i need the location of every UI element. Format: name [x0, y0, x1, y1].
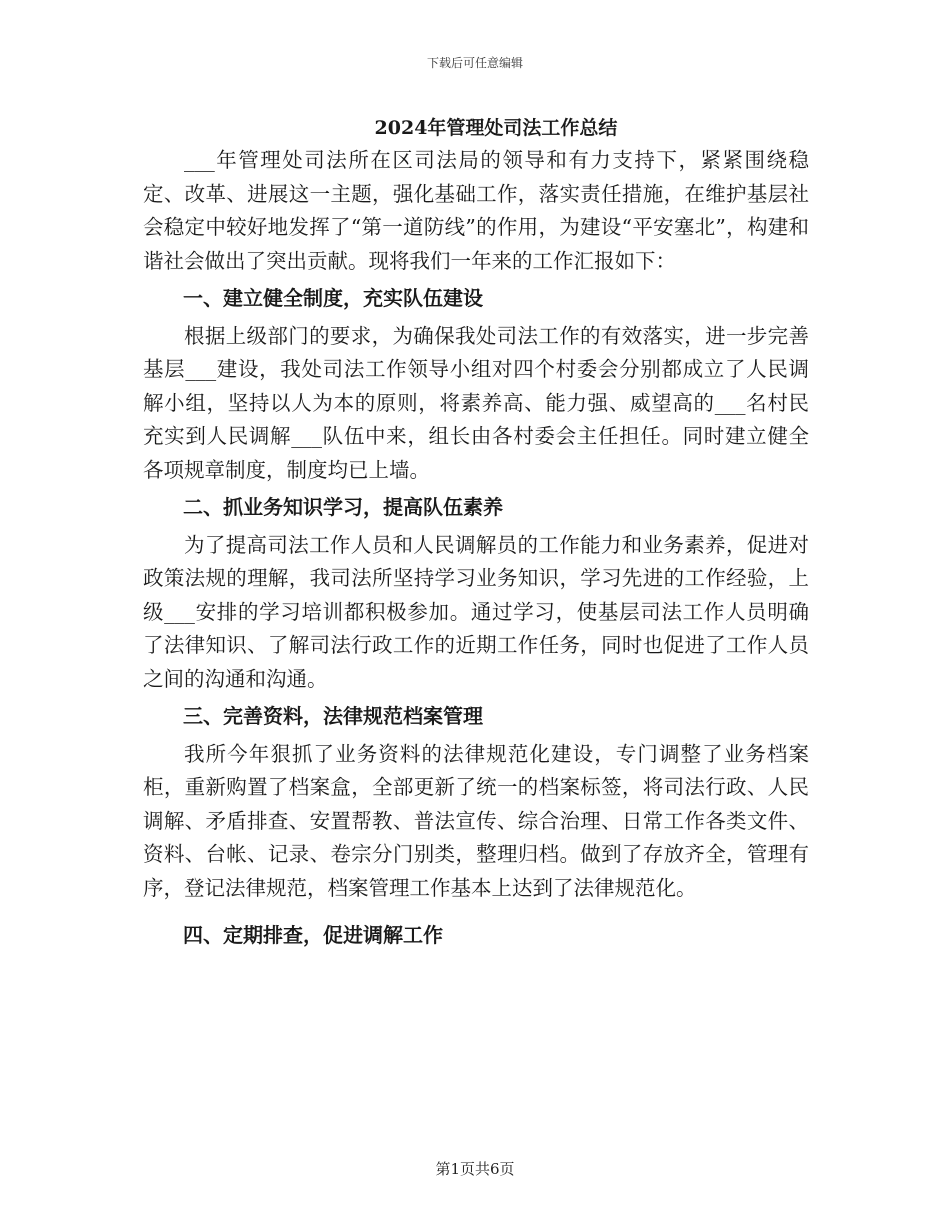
section-heading-1: 一、建立健全制度，充实队伍建设 — [183, 286, 483, 310]
document-title: 2024年管理处司法工作总结 — [374, 117, 618, 139]
intro-paragraph: ___年管理处司法所在区司法局的领导和有力支持下，紧紧围绕稳定、改革、进展这一主题，强化基础工作，落实责任措施，在维护基层社会稳定中较好地发挥了“第一道防线”的作用，为建设“平安塞北”，构建和谐社会做出了突出贡献。现将我们一年来的工作汇报如下： — [143, 148, 809, 273]
section-body-1: 根据上级部门的要求，为确保我处司法工作的有效落实，进一步完善基层___建设，我处司法工作领导小组对四个村委会分别都成立了人民调解小组，坚持以人为本的原则，将素养高、能力强、威望高的___名村民充实到人民调解___队伍中来，组长由各村委会主任担任。同时建立健全各项规章制度，制度均已上墙。 — [143, 323, 809, 482]
section-heading-4: 四、定期排查，促进调解工作 — [183, 923, 443, 947]
section-heading-3: 三、完善资料，法律规范档案管理 — [183, 704, 483, 728]
section-body-3: 我所今年狠抓了业务资料的法律规范化建设，专门调整了业务档案柜，重新购置了档案盒，全部更新了统一的档案标签，将司法行政、人民调解、矛盾排查、安置帮教、普法宣传、综合治理、日常工作各类文件、资料、台帐、记录、卷宗分门别类，整理归档。做到了存放齐全，管理有序，登记法律规范，档案管理工作基本上达到了法律规范化。 — [143, 741, 809, 900]
section-heading-2: 二、抓业务知识学习，提高队伍素养 — [183, 495, 503, 519]
page-header-note: 下载后可任意编辑 — [426, 56, 523, 70]
section-body-2: 为了提高司法工作人员和人民调解员的工作能力和业务素养，促进对政策法规的理解，我司法所坚持学习业务知识，学习先进的工作经验，上级___安排的学习培训都积极参加。通过学习，使基层司法工作人员明确了法律知识、了解司法行政工作的近期工作任务，同时也促进了工作人员之间的沟通和沟通。 — [143, 532, 809, 691]
page-number: 第1页共6页 — [435, 1160, 515, 1178]
document-body — [143, 112, 809, 957]
